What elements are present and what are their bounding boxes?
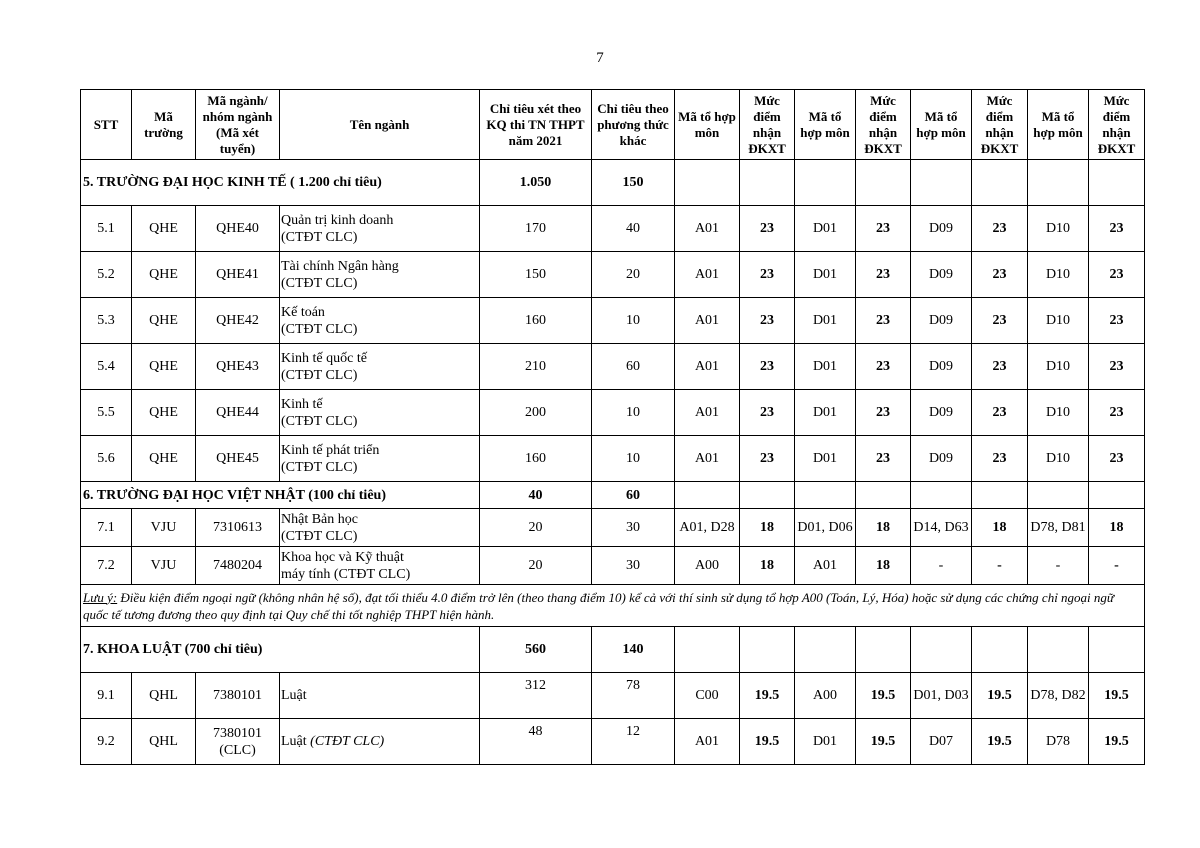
major-name: Kế toán: [281, 304, 325, 320]
min-score-cell: 19.5: [856, 719, 911, 765]
section-thpt-quota: 1.050: [480, 160, 592, 206]
major-name: Luật: [281, 734, 311, 749]
min-score-cell: 23: [1089, 344, 1145, 390]
table-row: [81, 673, 1145, 719]
subject-combo-cell: D01: [795, 436, 856, 482]
school-code-cell: QHE: [132, 206, 196, 252]
major-code-cell: QHE44: [196, 390, 280, 436]
major-name: Kinh tế quốc tế: [281, 350, 367, 366]
subject-combo-cell: C00: [675, 673, 740, 719]
subject-combo-cell: -: [1028, 547, 1089, 585]
subject-combo-cell: D10: [1028, 298, 1089, 344]
school-code-cell: QHL: [132, 673, 196, 719]
section-other-quota: 150: [592, 160, 675, 206]
note-row: [81, 585, 1145, 627]
min-score-cell: 23: [740, 344, 795, 390]
major-code-cell: QHE40: [196, 206, 280, 252]
subject-combo-cell: A01: [675, 719, 740, 765]
major-name-cell: [280, 719, 480, 765]
other-quota-cell: 40: [592, 206, 675, 252]
section-other-quota: 60: [592, 482, 675, 509]
section-thpt-quota: 40: [480, 482, 592, 509]
subject-combo-cell: D01, D03: [911, 673, 972, 719]
subject-combo-cell: A01: [675, 436, 740, 482]
stt-cell: 7.1: [81, 509, 132, 547]
min-score-cell: 19.5: [740, 719, 795, 765]
thpt-quota-cell: 20: [480, 509, 592, 547]
major-code-cell: QHE42: [196, 298, 280, 344]
min-score-cell: 18: [1089, 509, 1145, 547]
school-code-cell: QHE: [132, 344, 196, 390]
major-code-cell: 7380101: [196, 673, 280, 719]
major-name: Nhật Bản học: [281, 511, 358, 527]
min-score-cell: 23: [856, 252, 911, 298]
min-score-cell: 23: [856, 436, 911, 482]
major-code-cell: 7380101 (CLC): [196, 719, 280, 765]
section-title: 5. TRƯỜNG ĐẠI HỌC KINH TẾ ( 1.200 chỉ tiêu): [81, 160, 480, 206]
other-quota-cell: 10: [592, 390, 675, 436]
school-code-cell: VJU: [132, 547, 196, 585]
col-chi-tieu-khac: Chỉ tiêu theo phương thức khác: [592, 90, 675, 160]
table-row: [81, 298, 1145, 344]
min-score-cell: 23: [856, 206, 911, 252]
min-score-cell: 23: [740, 390, 795, 436]
section-thpt-quota: 560: [480, 627, 592, 673]
stt-cell: 5.3: [81, 298, 132, 344]
table-row: [81, 719, 1145, 765]
table-row: [81, 436, 1145, 482]
major-code-cell: 7310613: [196, 509, 280, 547]
school-code-cell: QHE: [132, 252, 196, 298]
table-row: [81, 344, 1145, 390]
subject-combo-cell: D09: [911, 344, 972, 390]
section-title: 6. TRƯỜNG ĐẠI HỌC VIỆT NHẬT (100 chỉ tiêu): [81, 482, 480, 509]
min-score-cell: 18: [856, 547, 911, 585]
school-code-cell: QHE: [132, 298, 196, 344]
subject-combo-cell: D09: [911, 252, 972, 298]
major-program: (CTĐT CLC): [281, 413, 358, 429]
col-chi-tieu-thpt: Chỉ tiêu xét theo KQ thi TN THPT năm 2021: [480, 90, 592, 160]
col-ma-truong: Mã trường: [132, 90, 196, 160]
col-stt: STT: [81, 90, 132, 160]
major-code-cell: QHE43: [196, 344, 280, 390]
subject-combo-cell: D10: [1028, 206, 1089, 252]
subject-combo-cell: D10: [1028, 436, 1089, 482]
major-name: Tài chính Ngân hàng: [281, 258, 399, 274]
major-name-cell: [280, 252, 480, 298]
min-score-cell: 23: [1089, 206, 1145, 252]
major-name-cell: [280, 344, 480, 390]
subject-combo-cell: D09: [911, 436, 972, 482]
min-score-cell: 19.5: [972, 719, 1028, 765]
major-program: (CTĐT CLC): [310, 734, 385, 749]
subject-combo-cell: D09: [911, 298, 972, 344]
subject-combo-cell: A01: [675, 298, 740, 344]
section-title: 7. KHOA LUẬT (700 chỉ tiêu): [81, 627, 480, 673]
thpt-quota-cell: 170: [480, 206, 592, 252]
thpt-quota-cell: 210: [480, 344, 592, 390]
other-quota-cell: 30: [592, 547, 675, 585]
stt-cell: 5.1: [81, 206, 132, 252]
min-score-cell: 18: [740, 547, 795, 585]
subject-combo-cell: D14, D63: [911, 509, 972, 547]
major-program: (CTĐT CLC): [281, 367, 358, 383]
major-name-cell: [280, 298, 480, 344]
col-muc-diem-1: Mức điểm nhận ĐKXT: [740, 90, 795, 160]
stt-cell: 5.6: [81, 436, 132, 482]
min-score-cell: 23: [1089, 252, 1145, 298]
min-score-cell: 19.5: [1089, 673, 1145, 719]
school-code-cell: QHL: [132, 719, 196, 765]
table-row: [81, 509, 1145, 547]
min-score-cell: 23: [856, 390, 911, 436]
note-label: Lưu ý:: [83, 589, 118, 605]
subject-combo-cell: D09: [911, 390, 972, 436]
major-name-cell: [280, 206, 480, 252]
subject-combo-cell: D01, D06: [795, 509, 856, 547]
min-score-cell: 18: [972, 509, 1028, 547]
subject-combo-cell: D01: [795, 252, 856, 298]
section-row: [81, 160, 1145, 206]
major-program: (CTĐT CLC): [281, 229, 358, 245]
other-quota-cell: 78: [592, 673, 675, 719]
note-text: [81, 585, 1145, 627]
table-row: [81, 206, 1145, 252]
subject-combo-cell: A00: [675, 547, 740, 585]
stt-cell: 7.2: [81, 547, 132, 585]
min-score-cell: 23: [856, 298, 911, 344]
min-score-cell: 23: [740, 436, 795, 482]
other-quota-cell: 10: [592, 298, 675, 344]
school-code-cell: QHE: [132, 436, 196, 482]
header-row: [81, 90, 1145, 160]
col-muc-diem-4: Mức điểm nhận ĐKXT: [1089, 90, 1145, 160]
min-score-cell: 23: [1089, 390, 1145, 436]
thpt-quota-cell: 160: [480, 436, 592, 482]
min-score-cell: 23: [972, 298, 1028, 344]
section-row: [81, 627, 1145, 673]
other-quota-cell: 12: [592, 719, 675, 765]
other-quota-cell: 30: [592, 509, 675, 547]
subject-combo-cell: D10: [1028, 252, 1089, 298]
min-score-cell: 18: [856, 509, 911, 547]
subject-combo-cell: -: [911, 547, 972, 585]
min-score-cell: 19.5: [972, 673, 1028, 719]
min-score-cell: -: [972, 547, 1028, 585]
subject-combo-cell: D10: [1028, 344, 1089, 390]
other-quota-cell: 60: [592, 344, 675, 390]
stt-cell: 9.2: [81, 719, 132, 765]
col-muc-diem-2: Mức điểm nhận ĐKXT: [856, 90, 911, 160]
min-score-cell: 23: [1089, 436, 1145, 482]
major-name-cell: [280, 673, 480, 719]
major-code-cell: 7480204: [196, 547, 280, 585]
col-ma-nganh: Mã ngành/ nhóm ngành (Mã xét tuyển): [196, 90, 280, 160]
major-program: (CTĐT CLC): [281, 321, 358, 337]
thpt-quota-cell: 20: [480, 547, 592, 585]
stt-cell: 5.5: [81, 390, 132, 436]
major-name: Luật: [281, 688, 307, 703]
min-score-cell: 23: [856, 344, 911, 390]
subject-combo-cell: D01: [795, 298, 856, 344]
major-name: Kinh tế phát triển: [281, 442, 380, 458]
subject-combo-cell: A01: [675, 252, 740, 298]
table-row: [81, 390, 1145, 436]
major-name-cell: [280, 547, 480, 585]
major-program: (CTĐT CLC): [281, 459, 358, 475]
col-ma-to-hop-1: Mã tổ hợp môn: [675, 90, 740, 160]
subject-combo-cell: A01: [795, 547, 856, 585]
admission-table: [80, 89, 1145, 765]
thpt-quota-cell: 200: [480, 390, 592, 436]
note-body: Điều kiện điểm ngoại ngữ (không nhân hệ số), đạt tối thiểu 4.0 điểm trở lên (theo thang điểm 10) kể cả với thí sinh sử dụng tổ hợp A00 (Toán, Lý, Hóa) hoặc sử dụng các chứng chỉ ngoại ngữ quốc tế tương đương theo quy định tại Quy chế thi tốt nghiệp THPT hiện hành.: [83, 589, 1115, 622]
major-program: máy tính (CTĐT CLC): [281, 566, 411, 582]
subject-combo-cell: A00: [795, 673, 856, 719]
stt-cell: 9.1: [81, 673, 132, 719]
min-score-cell: 19.5: [856, 673, 911, 719]
school-code-cell: QHE: [132, 390, 196, 436]
major-name-cell: [280, 390, 480, 436]
major-name: Kinh tế: [281, 396, 323, 412]
min-score-cell: -: [1089, 547, 1145, 585]
section-other-quota: 140: [592, 627, 675, 673]
thpt-quota-cell: 312: [480, 673, 592, 719]
subject-combo-cell: D10: [1028, 390, 1089, 436]
subject-combo-cell: D01: [795, 344, 856, 390]
thpt-quota-cell: 160: [480, 298, 592, 344]
major-code-cell: QHE45: [196, 436, 280, 482]
major-name: Quản trị kinh doanh: [281, 212, 394, 228]
other-quota-cell: 20: [592, 252, 675, 298]
min-score-cell: 23: [740, 298, 795, 344]
thpt-quota-cell: 150: [480, 252, 592, 298]
subject-combo-cell: D01: [795, 390, 856, 436]
subject-combo-cell: A01: [675, 390, 740, 436]
subject-combo-cell: A01: [675, 206, 740, 252]
min-score-cell: 23: [972, 206, 1028, 252]
stt-cell: 5.2: [81, 252, 132, 298]
subject-combo-cell: D01: [795, 719, 856, 765]
min-score-cell: 23: [972, 252, 1028, 298]
subject-combo-cell: D09: [911, 206, 972, 252]
min-score-cell: 23: [972, 344, 1028, 390]
table-row: [81, 252, 1145, 298]
major-program: (CTĐT CLC): [281, 528, 358, 544]
min-score-cell: 23: [972, 390, 1028, 436]
min-score-cell: 19.5: [740, 673, 795, 719]
major-program: (CTĐT CLC): [281, 275, 358, 291]
col-ten-nganh: Tên ngành: [280, 90, 480, 160]
major-name-cell: [280, 509, 480, 547]
subject-combo-cell: D78: [1028, 719, 1089, 765]
col-muc-diem-3: Mức điểm nhận ĐKXT: [972, 90, 1028, 160]
other-quota-cell: 10: [592, 436, 675, 482]
major-name: Khoa học và Kỹ thuật: [281, 549, 404, 565]
subject-combo-cell: A01, D28: [675, 509, 740, 547]
subject-combo-cell: D07: [911, 719, 972, 765]
min-score-cell: 19.5: [1089, 719, 1145, 765]
col-ma-to-hop-4: Mã tổ hợp môn: [1028, 90, 1089, 160]
min-score-cell: 23: [740, 206, 795, 252]
section-row: [81, 482, 1145, 509]
col-ma-to-hop-3: Mã tổ hợp môn: [911, 90, 972, 160]
page-number: 7: [596, 50, 604, 66]
thpt-quota-cell: 48: [480, 719, 592, 765]
school-code-cell: VJU: [132, 509, 196, 547]
table-row: [81, 547, 1145, 585]
min-score-cell: 23: [740, 252, 795, 298]
subject-combo-cell: D78, D81: [1028, 509, 1089, 547]
col-ma-to-hop-2: Mã tổ hợp môn: [795, 90, 856, 160]
stt-cell: 5.4: [81, 344, 132, 390]
subject-combo-cell: A01: [675, 344, 740, 390]
major-code-cell: QHE41: [196, 252, 280, 298]
subject-combo-cell: D78, D82: [1028, 673, 1089, 719]
min-score-cell: 23: [1089, 298, 1145, 344]
subject-combo-cell: D01: [795, 206, 856, 252]
min-score-cell: 23: [972, 436, 1028, 482]
min-score-cell: 18: [740, 509, 795, 547]
major-name-cell: [280, 436, 480, 482]
